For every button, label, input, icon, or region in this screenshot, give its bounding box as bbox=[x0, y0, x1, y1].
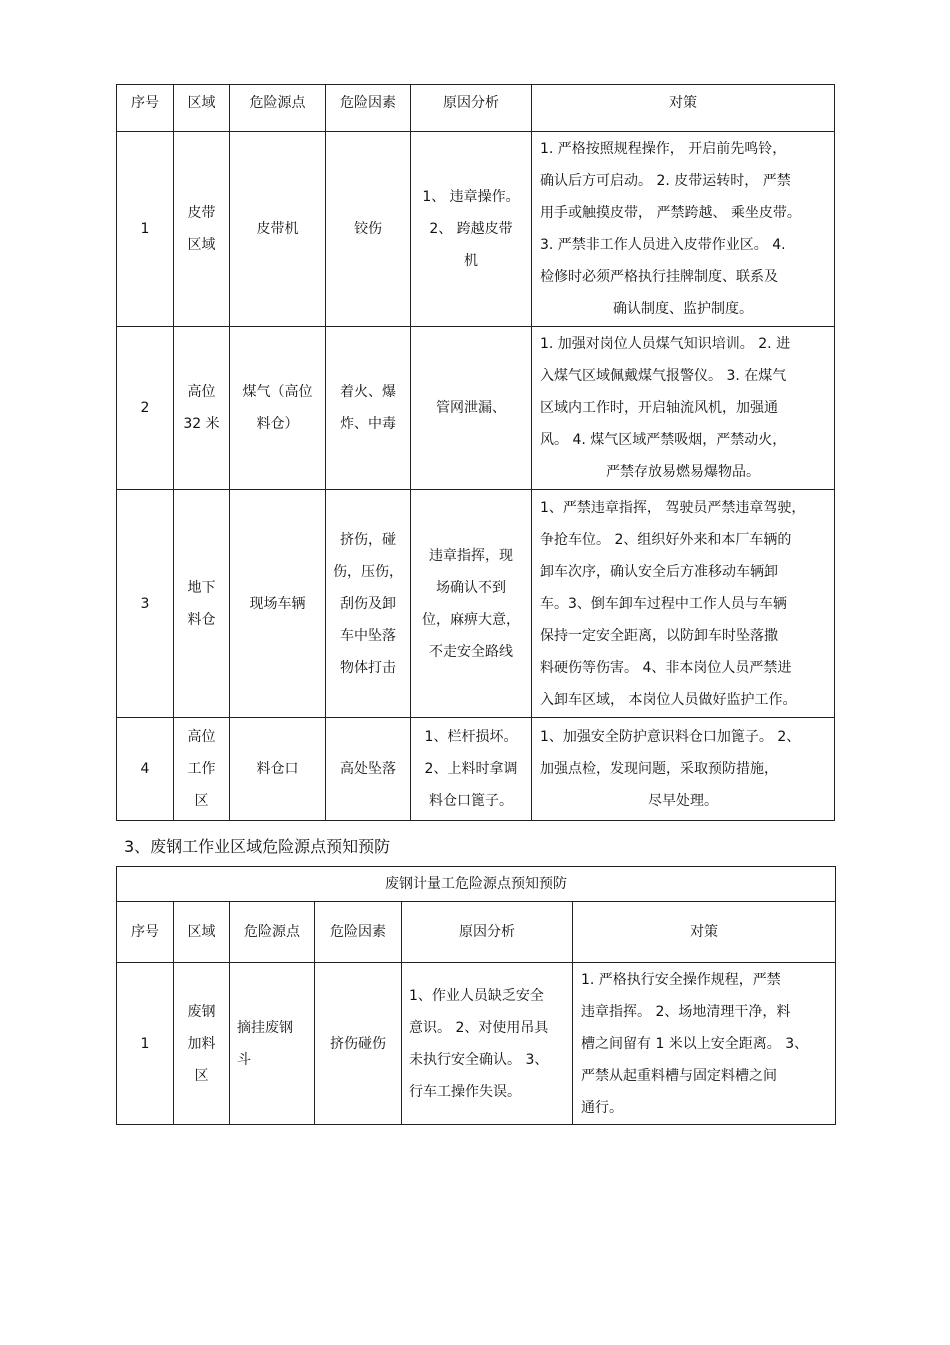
cell-source: 现场车辆 bbox=[230, 490, 326, 718]
cell-area: 废钢 加料 区 bbox=[174, 963, 230, 1125]
cell-measure bbox=[532, 718, 835, 821]
measure-last-line: 严禁存放易燃易爆物品。 bbox=[606, 464, 760, 480]
cell-measure: 1. 严格执行安全操作规程，严禁 违章指挥。 2、场地清理干净，料 槽之间留有 1 米以上安全距离。 3、 严禁从起重料槽与固定料槽之间 通行。 bbox=[573, 963, 836, 1125]
cell-factor: 着火、爆 炸、中毒 bbox=[326, 327, 411, 490]
measure-text: 1. 严格按照规程操作， 开启前先鸣铃， 确认后方可启动。 2. 皮带运转时， 严禁 用手或触摸皮带， 严禁跨越、 乘坐皮带。 3. 严禁非工作人员进入皮带作业区。 4. 检修时必须严格执行挂牌制度、联系及 bbox=[540, 141, 801, 285]
hazard-table-2 bbox=[116, 866, 836, 1125]
cell-no: 3 bbox=[117, 490, 174, 718]
cell-no: 1 bbox=[117, 132, 174, 327]
table-row bbox=[117, 490, 835, 718]
cell-factor: 挤伤，碰 伤，压伤， 刮伤及卸 车中坠落 物体打击 bbox=[326, 490, 411, 718]
cell-measure bbox=[532, 490, 835, 718]
table-header-row bbox=[117, 902, 836, 963]
cell-no: 2 bbox=[117, 327, 174, 490]
cell-area: 皮带 区域 bbox=[174, 132, 230, 327]
cell-factor: 铰伤 bbox=[326, 132, 411, 327]
cell-measure bbox=[532, 132, 835, 327]
cell-cause: 1、作业人员缺乏安全 意识。 2、对使用吊具 未执行安全确认。 3、 行车工操作失误。 bbox=[402, 963, 573, 1125]
header-cause: 原因分析 bbox=[411, 85, 532, 132]
measure-last-line: 尽早处理。 bbox=[648, 793, 718, 809]
cell-factor: 高处坠落 bbox=[326, 718, 411, 821]
table-title-row bbox=[117, 867, 836, 902]
cell-source: 摘挂废钢 斗 bbox=[230, 963, 315, 1125]
header-cause: 原因分析 bbox=[402, 902, 573, 963]
table-row bbox=[117, 327, 835, 490]
cell-cause: 1、栏杆损坏。 2、上料时拿调 料仓口篦子。 bbox=[411, 718, 532, 821]
table-row bbox=[117, 132, 835, 327]
cell-source: 料仓口 bbox=[230, 718, 326, 821]
table-title: 废钢计量工危险源点预知预防 bbox=[117, 867, 836, 902]
cell-area: 高位 32 米 bbox=[174, 327, 230, 490]
cell-source: 煤气（高位 料仓） bbox=[230, 327, 326, 490]
header-factor: 危险因素 bbox=[326, 85, 411, 132]
cell-area: 地下 料仓 bbox=[174, 490, 230, 718]
measure-last-line: 确认制度、监护制度。 bbox=[613, 301, 753, 317]
header-source: 危险源点 bbox=[230, 85, 326, 132]
cell-no: 4 bbox=[117, 718, 174, 821]
header-source: 危险源点 bbox=[230, 902, 315, 963]
measure-text: 1、严禁违章指挥， 驾驶员严禁违章驾驶， 争抢车位。 2、组织好外来和本厂车辆的 卸车次序，确认安全后方准移动车辆卸 车。3、倒车卸车过程中工作人员与车辆 保持一定安全距离，以防卸车时坠落撒 料硬伤等伤害。 4、非本岗位人员严禁进 入卸车区域， 本岗位人员做好监护工作。 bbox=[540, 499, 806, 708]
cell-cause: 违章指挥，现 场确认不到 位，麻痹大意， 不走安全路线 bbox=[411, 490, 532, 718]
cell-no: 1 bbox=[117, 963, 174, 1125]
table-row bbox=[117, 963, 836, 1125]
header-no: 序号 bbox=[117, 85, 174, 132]
cell-factor: 挤伤碰伤 bbox=[315, 963, 402, 1125]
table-header-row bbox=[117, 85, 835, 132]
hazard-table-1 bbox=[116, 84, 835, 821]
header-area: 区域 bbox=[174, 902, 230, 963]
header-measure: 对策 bbox=[532, 85, 835, 132]
header-factor: 危险因素 bbox=[315, 902, 402, 963]
cell-cause: 1、 违章操作。 2、 跨越皮带 机 bbox=[411, 132, 532, 327]
measure-text: 1. 加强对岗位人员煤气知识培训。 2. 进 入煤气区域佩戴煤气报警仪。 3. 在煤气 区域内工作时，开启轴流风机，加强通 风。 4. 煤气区域严禁吸烟，严禁动火， bbox=[540, 336, 791, 448]
section-heading: 3、废钢工作业区域危险源点预知预防 bbox=[124, 837, 391, 856]
cell-cause: 管网泄漏、 bbox=[411, 327, 532, 490]
header-measure: 对策 bbox=[573, 902, 836, 963]
cell-source: 皮带机 bbox=[230, 132, 326, 327]
header-area: 区域 bbox=[174, 85, 230, 132]
header-no: 序号 bbox=[117, 902, 174, 963]
cell-area: 高位 工作 区 bbox=[174, 718, 230, 821]
measure-text: 1、加强安全防护意识料仓口加篦子。 2、 加强点检，发现问题，采取预防措施， bbox=[540, 729, 801, 777]
cell-measure bbox=[532, 327, 835, 490]
table-row bbox=[117, 718, 835, 821]
